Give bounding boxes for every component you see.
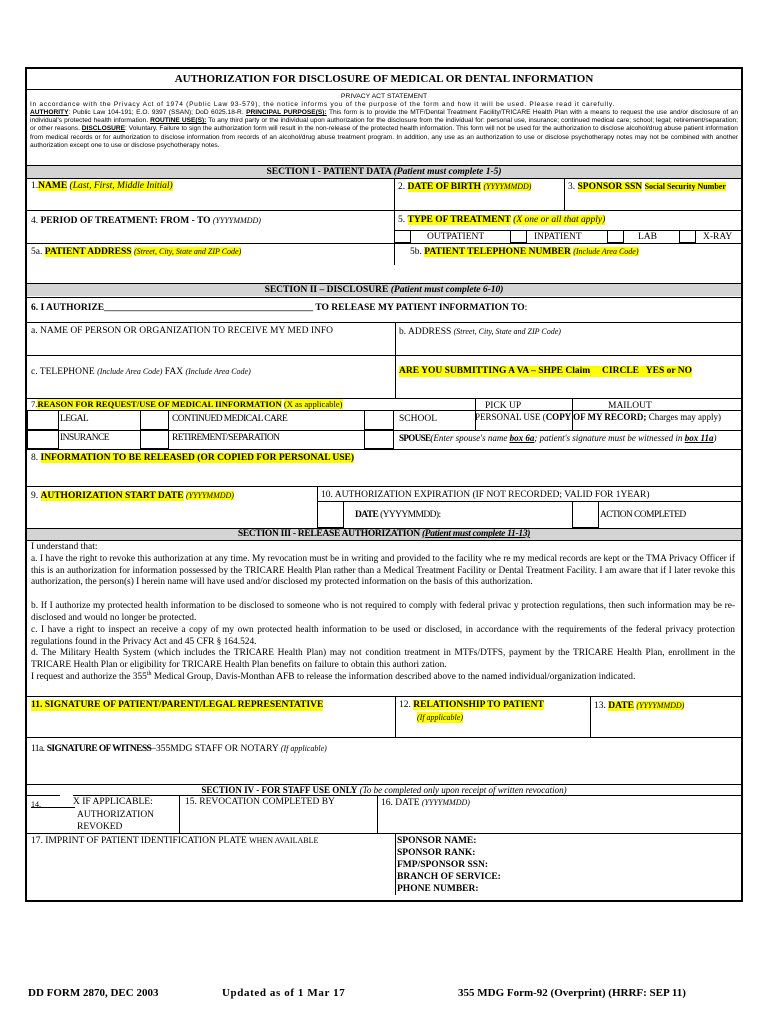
action-completed-label: ACTION COMPLETED [600,510,686,520]
privacy-statement [30,109,738,150]
field-6a-recipient[interactable]: a. NAME OF PERSON OR ORGANIZATION TO RECEIVE MY MED INFO [31,326,333,336]
va-claim-question[interactable]: ARE YOU SUBMITTING A VA – SHPE Claim CIRCLE YES or NO [399,366,693,376]
field-7-reason: 7.REASON FOR REQUEST/USE OF MEDICAL IINFORMATION (X as applicable) [31,399,343,409]
field-3-sponsor-ssn[interactable]: 3. SPONSOR SSN Social Security Number [568,182,726,192]
continued-care-label: CONTINUED MEDICAL CARE [172,414,288,424]
field-8-information[interactable]: 8. INFORMATION TO BE RELEASED (OR COPIED FOR PERSONAL USE) [31,453,355,463]
field-4-period[interactable]: 4. PERIOD OF TREATMENT: FROM - TO (YYYYMMDD) [31,216,261,226]
section-4-header: SECTION IV - FOR STAFF USE ONLY (To be completed only upon receipt of written revocation) [201,785,567,795]
field-12-relationship[interactable]: 12. RELATIONSHIP TO PATIENT [399,700,544,710]
personal-use-label[interactable]: PERSONAL USE (COPY OF MY RECORD; Charges may apply) [475,412,722,422]
insurance-label: INSURANCE [60,433,109,443]
paragraph-c: c. I have a right to inspect an receive a copy of my own protected health information to be used or disclosed, in accordance with the requirements of the federal privacy protection regulations found in the Privacy Act and 45 CFR § 164.524. [31,625,735,647]
form-title: AUTHORIZATION FOR DISCLOSURE OF MEDICAL OR DENTAL INFORMATION [174,73,594,85]
section-2-header: SECTION II – DISCLOSURE (Patient must complete 6-10) [27,284,741,296]
field-13-date[interactable]: 13. DATE (YYYYMMDD) [594,701,685,711]
field-14-authorization: AUTHORIZATION [77,810,155,820]
footer-updated: Updated as of 1 Mar 17 [222,987,346,999]
field-10-expiration[interactable]: 10. AUTHORIZATION EXPIRATION (IF NOT RECORDED; VALID FOR 1YEAR) [321,490,650,500]
xray-label: X-RAY [703,232,733,242]
pick-up-label[interactable]: PICK UP [485,401,522,411]
field-6b-address[interactable]: b. ADDRESS (Street, City, State and ZIP Code) [399,327,561,337]
footer-overprint: 355 MDG Form-92 (Overprint) (HRRF: SEP 11) [458,987,686,999]
purpose-text: This form is to provide the MTF/Dental Treatment Facility/TRICARE Health Plan with a means to request the use and/or disclosure of an individual's protected health information. [30,109,738,125]
revoked-checkbox[interactable] [60,795,73,807]
branch-of-service-label: BRANCH OF SERVICE: [397,872,501,882]
routine-label: ROUTINE USE(S): [150,117,207,125]
routine-text: To any third party or the individual upon authorization for the disclosure from the individual for: personal use, insurance; continued medical care; school; legal; retirement/separation; or other reasons. [30,117,738,133]
footer-form-number: DD FORM 2870, DEC 2003 [28,987,159,999]
field-12-hint: (If applicable) [417,713,463,722]
action-completed-checkbox[interactable] [572,501,599,528]
field-6-authorize[interactable]: 6. I AUTHORIZE____________________________________________ TO RELEASE MY PATIENT INFORMATION TO: [31,303,528,313]
xray-checkbox[interactable] [679,230,696,243]
paragraph-a: a. I have the right to revoke this authorization at any time. My revocation must be in writing and provided to the facility whe re my medical records are kept or the TMA Privacy Officer if this is an authorization for information possessed by the TRICARE Health Plan rather than a Medical Treatment Facility or Dental Treatment Facility. I am aware that if I later revoke this authorization, the person(s) I herein name will have used and/or disclosed my protected information on the basis of this authorization. [31,554,735,588]
field-6c-telephone[interactable]: c. TELEPHONE (Include Area Code) FAX (Include Area Code) [31,367,251,377]
field-16-date[interactable]: 16. DATE (YYYYMMDD) [381,798,470,808]
field-15-revocation-by[interactable]: 15. REVOCATION COMPLETED BY [185,797,335,807]
outpatient-label: OUTPATIENT [427,232,485,242]
phone-number-label: PHONE NUMBER: [397,884,479,894]
school-label: SCHOOL [399,414,438,424]
field-14-x-label: X IF APPLICABLE: [73,797,153,807]
inpatient-label: INPATIENT [534,232,582,242]
sponsor-rank-label: SPONSOR RANK: [397,848,476,858]
school-checkbox[interactable] [364,410,394,430]
insurance-checkbox[interactable] [27,430,59,449]
inpatient-checkbox[interactable] [510,230,527,243]
privacy-heading: PRIVACY ACT STATEMENT [340,93,428,100]
continued-care-checkbox[interactable] [140,410,169,430]
authorization-form [25,67,743,902]
lab-checkbox[interactable] [607,230,624,243]
disclosure-text: : Voluntary. Failure to sign the authorization form will result in the non-release of the protected health information. This form will not be used for the authorization to disclose alcohol/drug abuse patient information from medical records or for authorization to disclose information from records of an alcohol/drug abuse treatment program. In addition, any use as an authorization to use or disclose psychotherapy notes may not be combined with another authorization except one to use or disclose psychotherapy notes. [30,125,738,149]
field-2-dob[interactable]: 2. DATE OF BIRTH (YYYYMMDD) [398,182,532,192]
outpatient-checkbox[interactable] [394,230,411,243]
retirement-label: RETIREMENT/SEPARATION [172,433,280,443]
field-11a-witness[interactable]: 11a. SIGNATURE OF WITNESS–355MDG STAFF OR NOTARY (If applicable) [31,744,327,754]
request-statement: I request and authorize the 355th Medical Group, Davis-Monthan AFB to release the information described above to the named individual/organization indicated. [31,670,636,682]
field-14-revoked: REVOKED [77,822,123,832]
mailout-label[interactable]: MAILOUT [608,401,652,411]
field-5b-telephone[interactable]: 5b. PATIENT TELEPHONE NUMBER (Include Area Code) [410,247,639,257]
purpose-label: PRINCIPAL PURPOSE(S): [246,109,327,116]
field-14-num: 14. [31,800,41,809]
field-17-imprint[interactable]: 17. IMPRINT OF PATIENT IDENTIFICATION PLATE WHEN AVAILABLE [31,836,319,846]
spouse-checkbox[interactable] [364,430,394,449]
legal-label: LEGAL [60,414,89,424]
retirement-checkbox[interactable] [140,430,169,449]
privacy-line1: In accordance with the Privacy Act of 1974 (Public Law 93-579), the notice informs you of the purpose of the form and how it will be used. Please read it carefully. [30,101,615,108]
sponsor-name-label: SPONSOR NAME: [397,836,477,846]
understand-text: I understand that: [31,542,98,552]
paragraph-b: b. If I authorize my protected health information to be disclosed to someone who is not required to comply with federal privac y protection regulations, then such information may be re-disclosed and would no longer be protected. [31,601,735,623]
spouse-label: SPOUSE(Enter spouse's name box 6a; patient's signature must be witnessed in box 11a) [399,433,717,443]
field-5-type: 5. TYPE OF TREATMENT (X one or all that apply) [398,215,606,225]
field-1-name[interactable]: 1.NAME (Last, First, Middle Initial) [31,181,173,191]
field-11-signature[interactable]: 11. SIGNATURE OF PATIENT/PARENT/LEGAL REPRESENTATIVE [31,700,324,710]
legal-checkbox[interactable] [27,410,59,430]
fmp-sponsor-ssn-label: FMP/SPONSOR SSN: [397,860,489,870]
field-5a-address[interactable]: 5a. PATIENT ADDRESS (Street, City, State and ZIP Code) [31,247,242,257]
lab-label: LAB [638,232,657,242]
disclosure-label: DISCLOSURE [81,125,126,133]
authority-text: : Public Law 104-191; E.O. 9397 (SSAN); DoD 6025.18-R. [68,109,244,116]
section-1-header: SECTION I - PATIENT DATA (Patient must complete 1-5) [27,166,741,178]
authority-label: AUTHORITY [30,109,69,116]
expiration-date-label: DATE (YYYYMMDD): [355,510,441,520]
section-3-header: SECTION III - RELEASE AUTHORIZATION (Patient must complete 11-13) [27,529,741,540]
field-9-start-date[interactable]: 9. AUTHORIZATION START DATE (YYYYMMDD) [31,491,234,501]
paragraph-d: d. The Military Health System (which includes the TRICARE Health Plan) may not condition treatment in MTFs/DTFS, payment by the TRICARE Health Plan, enrollment in the TRICARE Health Plan or eligibility for TRICARE Health Plan benefits on failure to obtain this authori zation. [31,648,735,670]
expiration-date-checkbox[interactable] [317,501,344,528]
